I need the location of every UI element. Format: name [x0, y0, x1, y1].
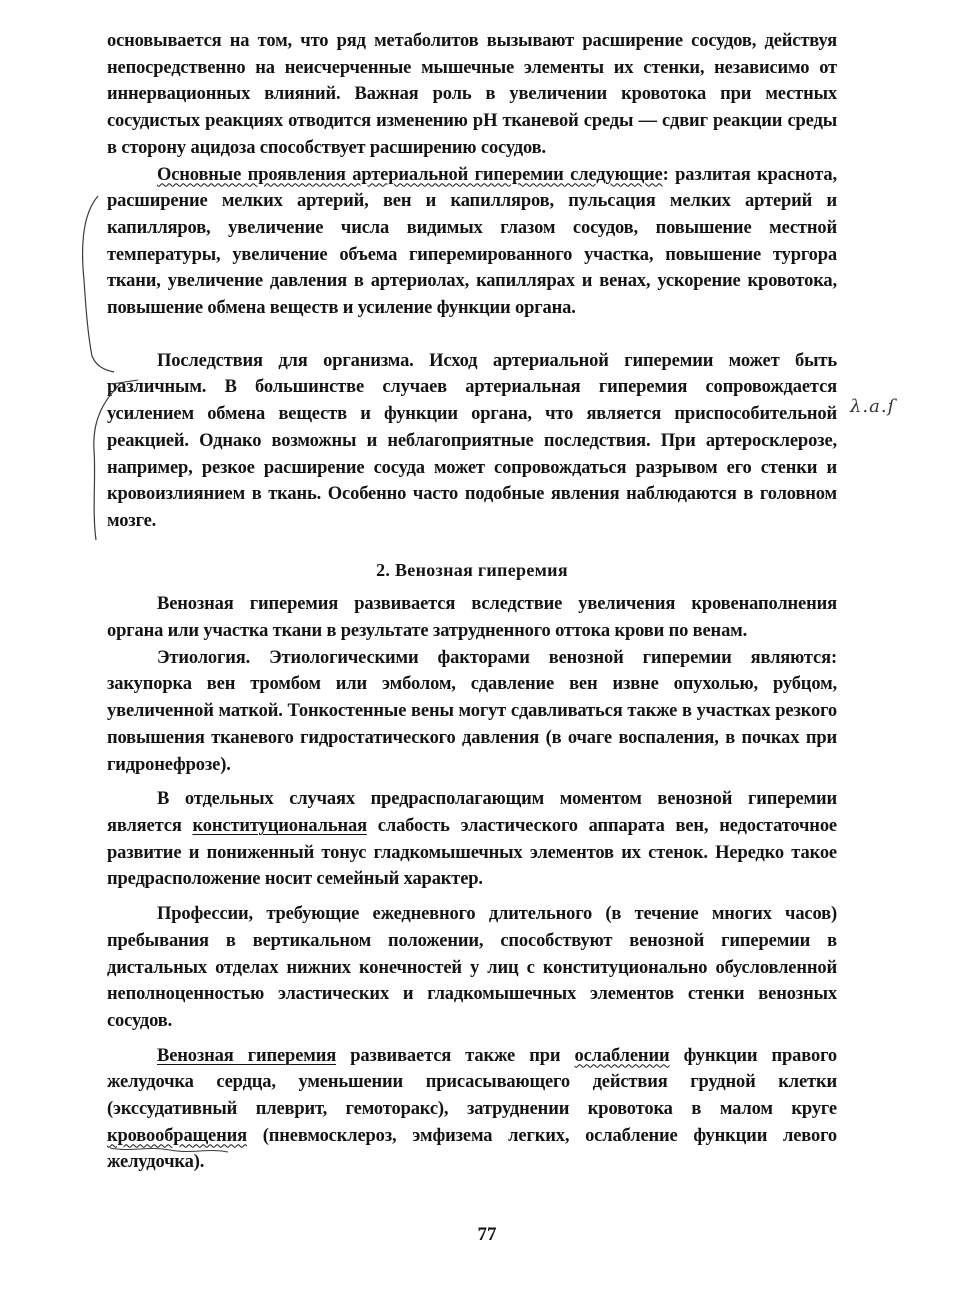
paragraph-text: функции правого желудочка сердца, уменьшении присасывающего действия грудной клетки (экссудативный плеврит, гемоторакс), затруднении кровотока в малом круге: [107, 1045, 837, 1120]
underlined-phrase: Венозная гиперемия: [157, 1045, 337, 1066]
paragraph-text: Этиологическими факторами венозной гиперемии являются: закупорка вен тромбом или эмболом, сдавление вен извне опухолью, рубцом, увеличенной маткой. Тонкостенные вены могут сдавливаться также в участках резкого повышения тканевого гидростатического давления (в очаге воспаления, в почках при гидронефрозе).: [107, 647, 837, 775]
paragraph-predisposition: [107, 786, 837, 893]
paragraph-etiology: [107, 645, 837, 779]
body-text: [107, 28, 837, 1176]
underlined-phrase: Основные проявления артериальной гиперемии следующие: [157, 164, 663, 185]
paragraph-text: развивается также при: [336, 1045, 575, 1066]
margin-note: λ.а.ſ: [850, 396, 896, 417]
paragraph-metabolites: [107, 28, 837, 162]
underlined-word: ослаблении: [574, 1045, 670, 1066]
section-lead: Последствия для организма.: [157, 350, 414, 371]
underlined-word: кровообращения: [107, 1125, 247, 1146]
page-number: 77: [477, 1224, 497, 1245]
paragraph-text: В отдельных случаях предрасполагающим моментом венозной гиперемии является: [107, 789, 837, 836]
paragraph-consequences: [107, 348, 837, 535]
section-heading: 2. Венозная гиперемия: [376, 559, 568, 580]
paragraph-professions: [107, 901, 837, 1035]
paragraph-venous-definition: [107, 591, 837, 644]
paragraph-text: Профессии, требующие ежедневного длительного (в течение многих часов) пребывания в вертикальном положении, способствуют венозной гиперемии в дистальных отделах нижних конечностей у лиц с конституционально обусловленной неполноценностью эластических и гладкомышечных элементов стенки венозных сосудов.: [107, 904, 837, 1031]
section-lead: Этиология.: [157, 647, 251, 668]
paragraph-text: : разлитая краснота, расширение мелких артерий, вен и капилляров, пульсация мелких артерий и капилляров, увеличение числа видимых глазом сосудов, повышение местной температуры, увеличение объема гиперемированного участка, повышение тургора ткани, увеличение давления в артериолах, капиллярах и венах, ускорение кровотока, повышение обмена веществ и усиление функции органа.: [107, 164, 837, 319]
paragraph-manifestations: [107, 162, 837, 322]
paragraph-text: Венозная гиперемия развивается вследствие увеличения кровенаполнения органа или участка ткани в результате затрудненного оттока крови по венам.: [107, 594, 837, 642]
paragraph-text: основывается на том, что ряд метаболитов вызывают расширение сосудов, действуя непосредственно на неисчерченные мышечные элементы их стенки, независимо от иннервационных влияний. Важная роль в увеличении кровотока при местных сосудистых реакциях отводится изменению рН тканевой среды — сдвиг реакции среды в сторону ацидоза способствует расширению сосудов.: [107, 31, 837, 158]
underlined-word: конституциональная: [192, 815, 367, 836]
paragraph-heart-failure: [107, 1043, 837, 1177]
paragraph-text: слабость эластического аппарата вен, недостаточное развитие и пониженный тонус гладкомышечных элементов их стенок. Нередко такое предрасположение носит семейный характер.: [107, 815, 837, 890]
paragraph-text: Исход артериальной гиперемии может быть различным. В большинстве случаев артериальная гиперемия сопровождается усилением обмена веществ и функции органа, что является приспособительной реакцией. Однако возможны и неблагоприятные последствия. При артеросклерозе, например, резкое расширение сосуда может сопровождаться разрывом его стенки и кровоизлиянием в ткань. Особенно часто подобные явления наблюдаются в головном мозге.: [107, 350, 837, 531]
paragraph-text: (пневмосклероз, эмфизема легких, ослабление функции левого желудочка).: [107, 1125, 837, 1173]
